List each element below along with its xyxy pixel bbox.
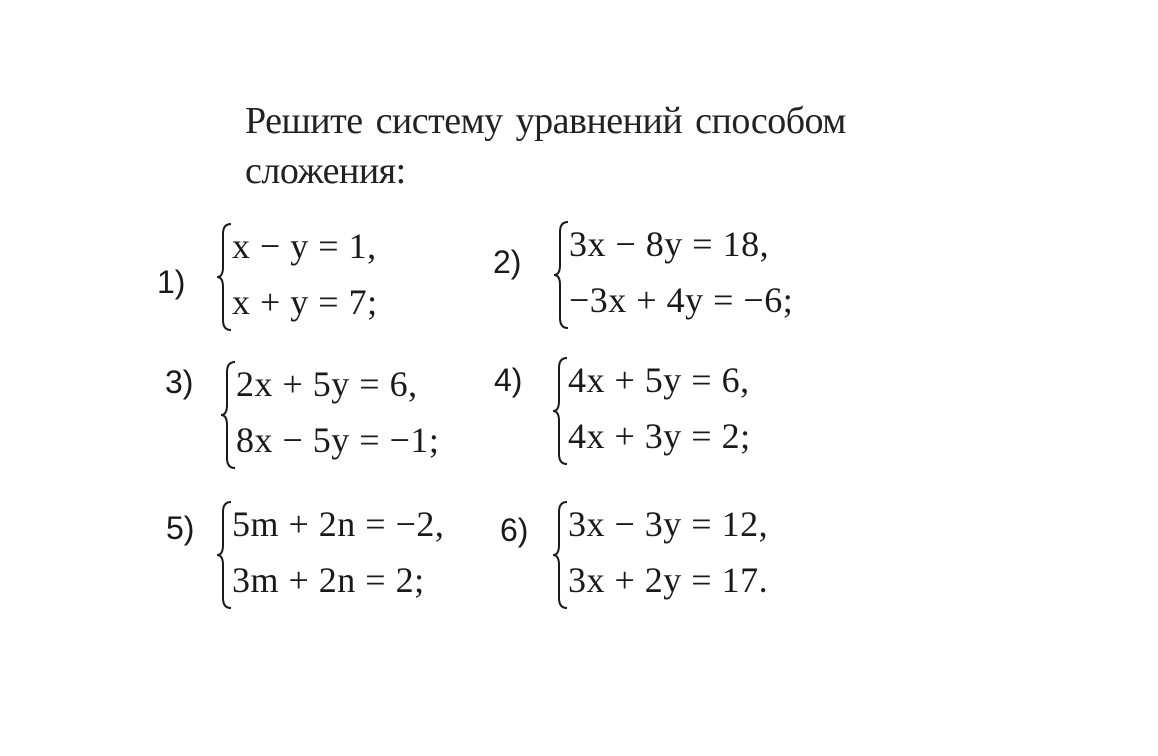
- problem-2-equation-2: −3x + 4y = −6;: [569, 280, 794, 320]
- problem-6-equation-1: 3x − 3y = 12,: [568, 504, 769, 544]
- problem-6-number: 6): [500, 512, 529, 548]
- problem-1-equation-1: x − y = 1,: [232, 226, 377, 266]
- problem-2-equations: [569, 216, 793, 328]
- problem-5-equations: [232, 496, 444, 608]
- problem-5-equation-1: 5m + 2n = −2,: [232, 504, 445, 544]
- problem-4-equation-1: 4x + 5y = 6,: [568, 360, 750, 400]
- problem-5-equation-2: 3m + 2n = 2;: [232, 560, 425, 600]
- task-heading: [245, 96, 945, 196]
- problem-1-number: 1): [157, 264, 186, 300]
- problem-1-equations: [232, 218, 378, 330]
- problem-2-equation-1: 3x − 8y = 18,: [569, 224, 770, 264]
- problem-6-equation-2: 3x + 2y = 17.: [568, 560, 769, 600]
- heading-line-1: Решите систему уравнений способом: [245, 100, 846, 142]
- problem-3-number: 3): [165, 364, 194, 400]
- problem-5-number: 5): [166, 510, 195, 546]
- problem-1-equation-2: x + y = 7;: [232, 282, 378, 322]
- problem-3-equations: [236, 356, 439, 468]
- heading-line-2: сложения:: [245, 150, 406, 192]
- problem-4-equations: [568, 352, 751, 464]
- problem-6-equations: [568, 496, 768, 608]
- problem-3-equation-1: 2x + 5y = 6,: [236, 364, 418, 404]
- problem-4-equation-2: 4x + 3y = 2;: [568, 416, 751, 456]
- problem-4-number: 4): [494, 362, 523, 398]
- problem-2-number: 2): [493, 244, 522, 280]
- problem-3-equation-2: 8x − 5y = −1;: [236, 420, 440, 460]
